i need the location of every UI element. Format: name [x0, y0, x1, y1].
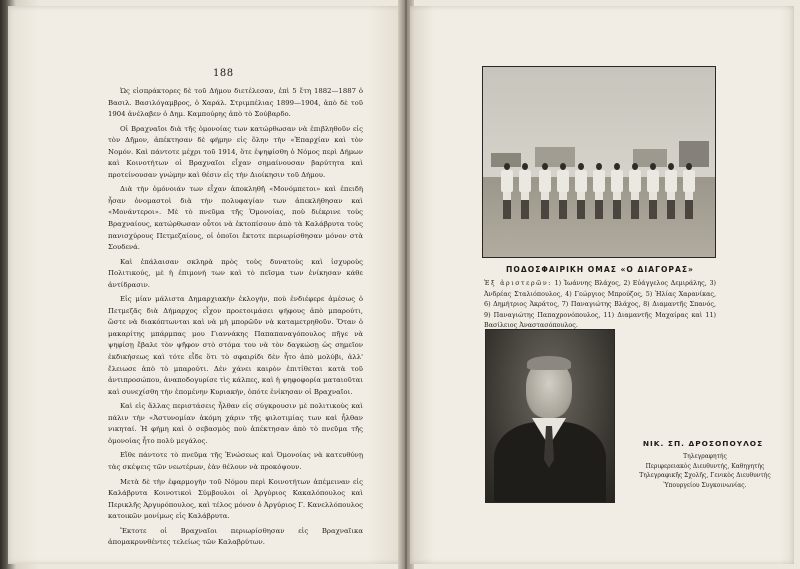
paragraph: Ἔκτοτε οἱ Βραχναῖοι περιωρίσθησαν εἰς Βραχναῖικα ἀπομακρυνθέντες τελείως τῶν Καλαβρύτων. [108, 526, 363, 547]
paragraph: Εἴθε πάντοτε τὸ πνεῦμα τῆς Ἑνώσεως καὶ Ὁμονοίας νὰ κατευθύνῃ τὰς σκέψεις τῶν νεωτέρων, ἐὰν θέλουν νὰ προκόψουν. [108, 451, 363, 471]
paragraph: Καὶ εἰς ἄλλας περιστάσεις ἦλθαν εἰς σύγκρουσιν μὲ πολιτικοὺς καὶ πάλιν τὴν «Ἀστυνομίαν ἀκόμη χάριν τῆς φιλοτιμίας των καὶ ἦλθαν νικηταί. Ἡ φήμη καὶ ὁ σεβασμὸς ποὺ ἀπέκτησαν ἀπὸ τὸ πνεῦμα τῆς ὁμονοίας ἦτο πολὺ μεγάλος. [108, 402, 363, 445]
paragraph: Εἰς μίαν μάλιστα Δημαρχιακὴν ἐκλογήν, ποὺ ἐνδιέφερε ἀμέσως ὁ Πετμεζᾶς διὰ Δήμαρχος εἶχον προετοιμάσει ψήφους ἀπὸ μπαρούτι, ὥστε νὰ διακόπτωνται καὶ νὰ μὴ μπορῶῦν νὰ καταμετρηθοῦν. Ὅταν ὁ μακαρίτης μπάρμπας μου Γιαννάκης Παπαπαναγόπουλος πῆγε νὰ ψηφίσῃ ἔβαλε τὸν ψῆφον στὸ στόμα του νὰ τὸν δαγκώσῃ ὡς σημεῖον ἐκδικήσεως καὶ τότε εἶδε ὅτι τὸ σφαιρίδι δὲν ἦτο ἀπὸ μολύβι, ἀλλ' ἔλειωσε ἀπὸ τὸ μπαρούτι. Δὲν χάνει καιρὸν ἐπιτίθεται κατὰ τοῦ ἀντιπροσώπου, ἀναποδογυρίσε τὶς κάλπες, καὶ ἡ ψηφοφορία ματαιοῦται καὶ συνεχίσθη τὴν ἐπομένην Κυριακήν, ὁπότε ἐνίκησαν οἱ Βραχναῖοι. [108, 295, 363, 396]
paragraph: Ὡς εἰσπράκτορες δὲ τοῦ Δήμου διετέλεσαν, ἐπὶ 5 ἔτη 1882—1887 ὁ Βασιλ. Βασιλόγαμβρος, ὁ Χαράλ. Στριμπέλιας 1899—1904, ἀπὸ δὲ τοῦ 1904 ἀνέλαβεν ὁ Δημ. Καμπούρης ἀπὸ τὸ Σούβαρδο. [108, 87, 363, 119]
page-number: 188 [213, 68, 234, 79]
role-line: Περιφερειακὸς Διευθυντής, Καθηγητὴς Τηλεγραφικῆς Σχολῆς, Γενικὸς Διευθυντὴς Ὑπουργείου Συγκοινωνίας. [639, 462, 771, 489]
paragraph: Καὶ ἐπάλαισαν σκληρὰ πρὸς τοὺς δυνατοὺς καὶ ἰσχυροὺς Πολιτικούς, μὲ ἡ ἐπιμονή των καὶ τὸ πεῖσμα των ἐνίκησαν κάθε ἀντίδρασιν. [108, 257, 363, 289]
portrait-role [632, 452, 778, 490]
role-line: Τηλεγραφητής [683, 453, 727, 460]
team-photo [482, 66, 716, 258]
portrait-name: ΝΙΚ. ΣΠ. ΔΡΟΣΟΠΟΥΛΟΣ [642, 439, 764, 448]
caption-lead: Ἐξ ἀριστερῶν: [484, 279, 552, 287]
team-caption-title: ΠΟΔΟΣΦΑΙΡΙΚΗ ΟΜΑΣ «Ο ΔΙΑΓΟΡΑΣ» [506, 265, 694, 274]
caption-names: 1) Ἰωάννης Βλάχος, 2) Εὐάγγελος Δεμιράλης, 3) Ἀνδρέας Σταλιόπουλος, 4) Γεώργιος Μπρούζος, 5) Ἠλίας Χαρανίκας, 6) Δημήτριος Ἀκράτος, 7) Παναγιώτης Βλάχος, 8) Διαμαντῆς Σπανός, 9) Παναγιώτης Παπαχρονόπουλος, 11) Διαμαντῆς Μαχαίρας καὶ 11) Βασίλειος Ἀναστασόπουλος. [484, 279, 717, 329]
right-page [410, 6, 794, 564]
paragraph: Διὰ τὴν ὁμόνοιάν των εἶχαν ἀποκληθῆ «Μονόμπετοι» καὶ ἐπειδὴ ἦσαν ὀνομαστοὶ διὰ τὴν πολυφαγίαν των ἀπεκλήθησαν καὶ «Μονάντεροι». Μὲ τὸ πνεῦμα τῆς Ὁμονοίας, ποὺ διέκρινε τοὺς Βραχναίους, κατώρθωσαν οὗτοι νὰ ἐκτοπίσουν ἀπὸ τὰ Καλάβρυτα τοὺς πανισχύρους Πετμεζαίους, οἱ ὁποῖοι ἔκτοτε περιωρίσθησαν μόνον στὰ Σουδενά. [108, 185, 363, 252]
portrait-photo [485, 329, 615, 503]
paragraph: Μετὰ δὲ τὴν ἐφαρμογὴν τοῦ Νόμου περὶ Κοινοτήτων ἀπέμειναν εἰς Καλάβρυτα Κοινοτικοὶ Σύμβουλοι οἱ Ἀργύριος Κακαλόπουλος καὶ Περικλῆς Ἀργυρόπουλος, καὶ τέλος μόνον ὁ Ἀργύριος Γ. Κανελλόπουλος κατοικῶν μονίμως εἰς Καλάβρυτα. [108, 477, 363, 521]
left-page [8, 6, 404, 564]
paragraph: Οἱ Βραχναῖοι διὰ τῆς ὁμονοίας των κατώρθωσαν νὰ ἐπιβληθοῦν εἰς τὸν Δῆμον, ἀπέκτησαν δὲ φήμην εἰς ὅλην τὴν «Ἐπαρχίαν καὶ τὸν Νομόν. Καὶ πάντοτε μέχρι τοῦ 1914, ὅτε ἐψηφίσθη ὁ Νόμος περὶ Δήμων καὶ Κοινοτήτων οἱ Βραχναῖοι εἶχαν σημαίνουσαν βαρύτητα καὶ προτείνουσαν γνώμην καὶ θέσιν εἰς τὴν Διοίκησιν τοῦ Δήμου. [108, 124, 363, 179]
body-text [108, 86, 363, 552]
team-caption-text [484, 278, 716, 331]
